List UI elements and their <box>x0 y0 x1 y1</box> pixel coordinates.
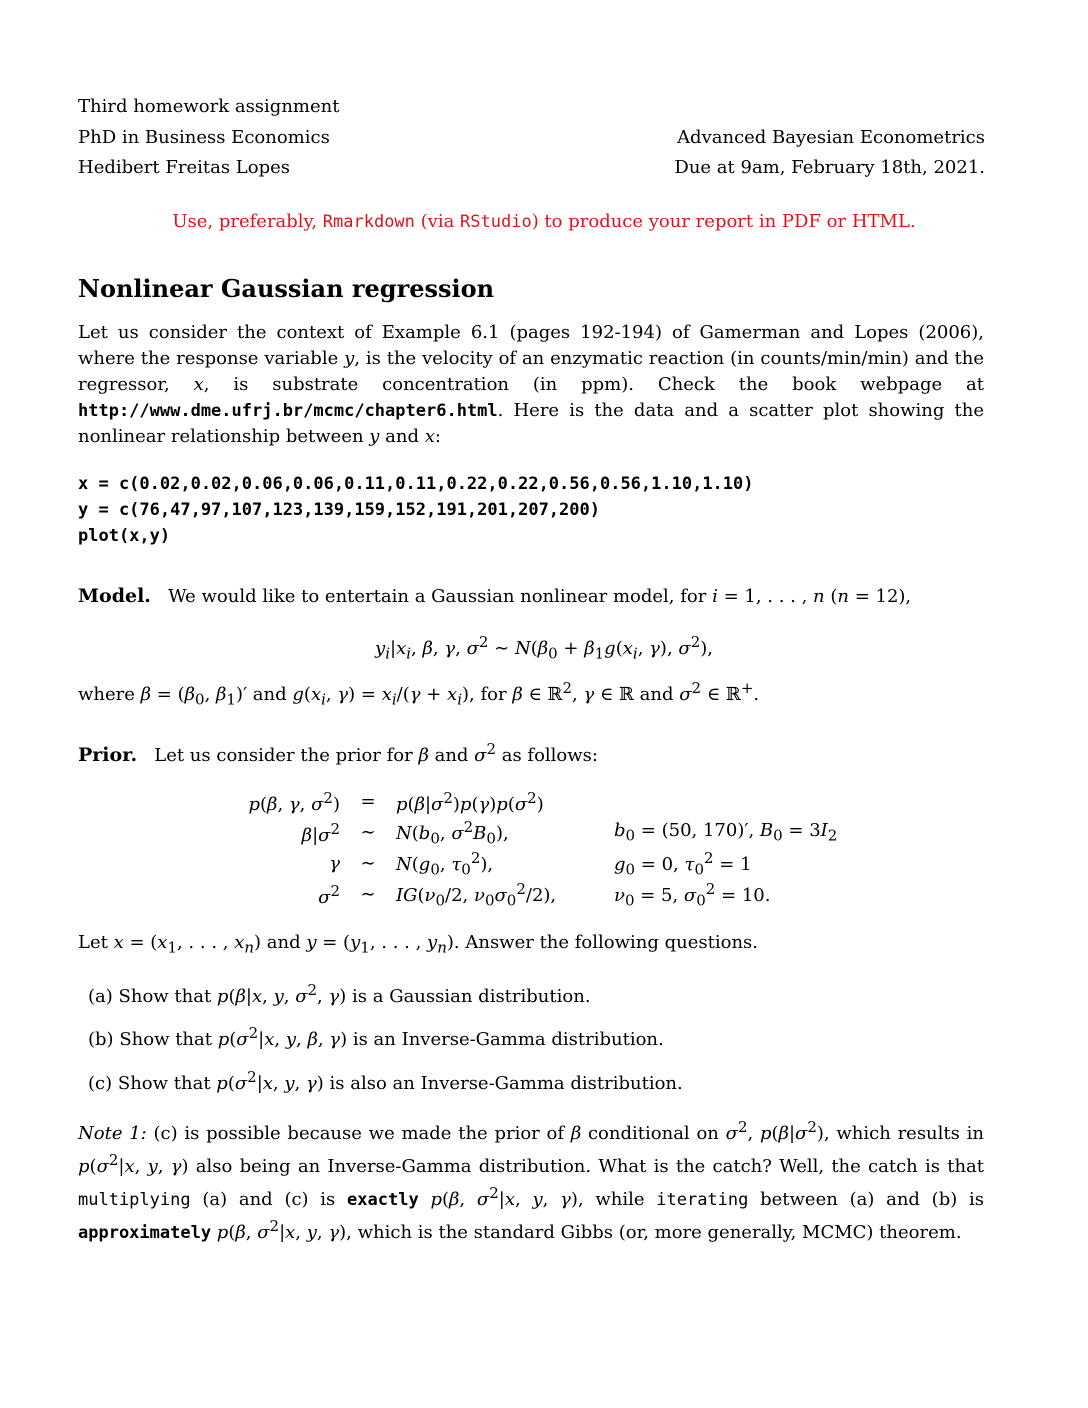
prior-paragraph: Prior. Let us consider the prior for β and $\sigma^2$ as follows: <box>78 740 598 766</box>
prior-eq-row: $\beta|\sigma^2$ ∼ $N(b_0$, $\sigma^2B_0$), $b_0 = (50$, 170)′, $B_0 = 3I_2$ <box>301 817 838 848</box>
program-name: PhD in Business Economics <box>78 127 330 148</box>
prior-eq-row: $\sigma^2$ ∼ $IG(\nu_0/2$, $\nu_0\sigma_0^2/2$), $\nu_0 = 5$, $\sigma_0^2 = 10$. <box>318 879 771 910</box>
questions-text: . Answer the following questions. <box>453 932 758 953</box>
model-index-formula: i = 1, . . . , n (n = 12), <box>712 586 912 607</box>
question-text: is an Inverse-Gamma distribution. <box>347 1029 664 1050</box>
rstudio-label: RStudio <box>460 212 532 232</box>
intro-text: , is substrate concentration (in ppm). Check the book webpage at <box>203 374 984 395</box>
y-vector-formula: $y = (y_1$, . . . , $y_n$) <box>306 932 454 957</box>
question-text: is also an Inverse-Gamma distribution. <box>323 1073 683 1094</box>
notice-text: ) to produce your report in PDF or HTML. <box>531 211 916 232</box>
questions-text: Let <box>78 932 114 953</box>
questions-text: and <box>261 932 307 953</box>
assignment-title: Third homework assignment <box>78 96 340 117</box>
note-text: also being an Inverse-Gamma distribution. What is the catch? Well, the catch is that <box>188 1156 985 1177</box>
keyword-exactly: exactly <box>347 1190 419 1210</box>
question-text: Show that <box>117 1073 217 1094</box>
model-text: We would like to entertain a Gaussian nonlinear model, for <box>168 586 713 607</box>
where-text: where <box>78 684 141 705</box>
keyword-approximately: approximately <box>78 1223 212 1243</box>
note-paragraph: Note 1: (c) is possible because we made the prior of β conditional on $\sigma^2$, $p(\beta|\sigma^2)$, which results in $p(\sigma^2|x$, y, γ) also being an Inverse-Gamma distribution. What is the catch? Well, the catch is that multiplying (a) and (c) is exactly p(β, $\sigma^2|x$, y, γ), while iterating between (a) and (b) is approximately p(β, $\sigma^2|x$, y, γ), which is the standard Gibbs (or, more generally, MCMC) theorem. <box>78 1118 985 1243</box>
question-formula: $p(\sigma^2|x$, y, β, γ) <box>217 1024 348 1050</box>
question-text: is a Gaussian distribution. <box>346 986 591 1007</box>
x-vector-formula: $x = (x_1$, . . . , $x_n$) <box>113 932 262 957</box>
code-line-y: y = c(76,47,97,107,123,139,159,152,191,201,207,200) <box>78 500 600 520</box>
code-line-x: x = c(0.02,0.02,0.06,0.06,0.11,0.11,0.22,0.22,0.56,0.56,1.10,1.10) <box>78 474 754 494</box>
questions-intro <box>78 932 758 957</box>
note-text: , which results in <box>823 1123 984 1144</box>
question-b <box>88 1024 664 1050</box>
intro-text: : <box>434 426 441 447</box>
note-text: between (a) and (b) is <box>748 1189 984 1210</box>
question-formula: $p(\sigma^2|x$, y, γ) <box>216 1068 324 1094</box>
question-formula: p(β|x, y, $\sigma^2$, γ) <box>216 981 347 1007</box>
question-label: (a) <box>88 986 113 1007</box>
intro-text: and <box>379 426 425 447</box>
question-text: Show that <box>119 1029 218 1050</box>
question-a <box>88 981 591 1007</box>
intro-text: Let us consider the context of Example 6.1 (pages 192-194) of Gamerman and Lopes (2006), where the response variable <box>78 322 984 369</box>
prior-eq-row: p(β, γ, $\sigma^2$) = $p(\beta|\sigma^2)p(\gamma)p(\sigma^2)$ <box>248 788 544 815</box>
question-c <box>88 1068 683 1094</box>
note-text: (a) and (c) is <box>190 1189 348 1210</box>
keyword-iterating: iterating <box>656 1190 749 1210</box>
course-name: Advanced Bayesian Econometrics <box>677 127 985 148</box>
note-text: , while <box>577 1189 657 1210</box>
model-definitions-formula: $\beta = (\beta_0$, $\beta_1)'$ and $g(x_i$, $\gamma) = x_i/(\gamma + x_i)$, for β ∈ ℝ$^2$, γ ∈ ℝ and $\sigma^2$ ∈ ℝ+. <box>140 679 760 709</box>
prior-text: Let us consider the prior for <box>154 745 419 766</box>
notice-text: Use, preferably, <box>172 211 323 232</box>
intro-paragraph: Let us consider the context of Example 6.1 (pages 192-194) of Gamerman and Lopes (2006), where the response variable y, is the velocity of an enzymatic reaction (in counts/min/min) and the regressor, x, is substrate concentration (in ppm). Check the book webpage at http://www.dme.ufrj.br/mcmc/chapter6.html. Here is the data and a scatter plot showing the nonlinear relationship between y and x: <box>78 322 984 447</box>
due-date: Due at 9am, February 18th, 2021. <box>674 157 985 178</box>
model-heading: Model. <box>78 585 151 607</box>
note-label: Note 1: <box>78 1123 147 1144</box>
model-equation: $y_i|x_i$, β, γ, $\sigma^2$ ∼ $N(\beta_0 + \beta_1g(x_i$, γ), $\sigma^2$), <box>375 633 713 663</box>
note-text: conditional on <box>581 1123 726 1144</box>
report-notice <box>0 211 1088 232</box>
book-webpage-link[interactable]: http://www.dme.ufrj.br/mcmc/chapter6.html <box>78 401 498 421</box>
prior-heading: Prior. <box>78 744 138 766</box>
notice-text: (via <box>414 211 461 232</box>
prior-eq-row: γ ∼ $N(g_0$, $\tau_0^2$), $g_0 = 0$, $\tau_0^2 = 1$ <box>329 848 752 879</box>
note-text: , which is the standard Gibbs (or, more generally, MCMC) theorem. <box>346 1222 962 1243</box>
prior-equations <box>240 786 837 910</box>
intro-text: . Here is the data and a scatter plot showing the nonlinear relationship between <box>78 400 984 447</box>
instructor-name: Hedibert Freitas Lopes <box>78 157 290 178</box>
prior-text: and <box>428 745 475 766</box>
question-label: (c) <box>88 1073 113 1094</box>
question-label: (b) <box>88 1029 114 1050</box>
intro-text: , is the velocity of an enzymatic reaction (in counts/min/min) and the regressor, <box>78 348 984 395</box>
code-line-plot: plot(x,y) <box>78 526 171 546</box>
keyword-multiplying: multiplying <box>78 1190 191 1210</box>
section-title: Nonlinear Gaussian regression <box>78 274 495 303</box>
model-where <box>78 679 759 709</box>
prior-text: as follows: <box>496 745 598 766</box>
question-text: Show that <box>118 986 217 1007</box>
rmarkdown-label: Rmarkdown <box>322 212 415 232</box>
model-paragraph <box>78 585 911 607</box>
note-text: (c) is possible because we made the prior of <box>146 1123 571 1144</box>
